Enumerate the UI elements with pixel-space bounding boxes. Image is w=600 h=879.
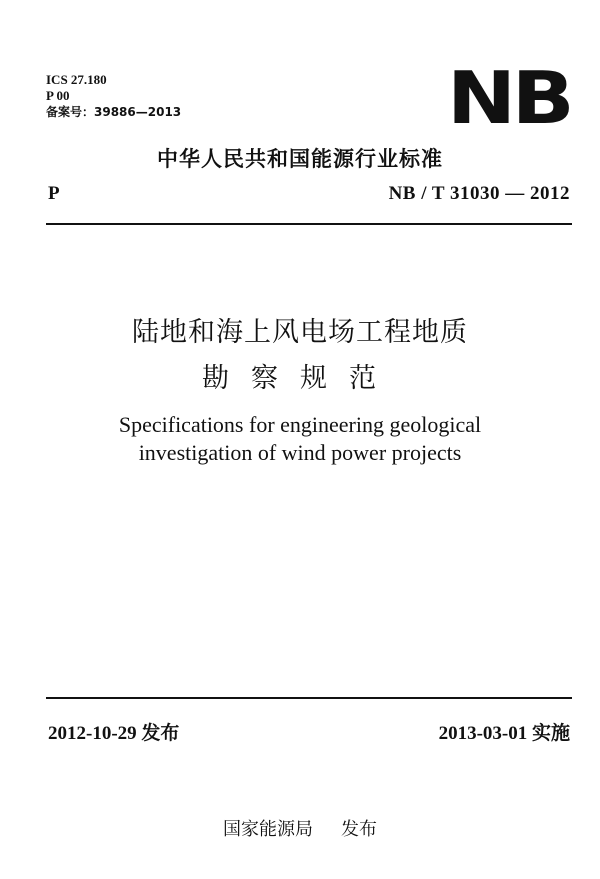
standard-category-title: 中华人民共和国能源行业标准: [157, 147, 443, 171]
issue-date: 2012-10-29 发布: [48, 723, 180, 744]
bottom-divider: [46, 697, 572, 699]
publisher-name: 国家能源局: [223, 819, 313, 840]
nb-logo: NB: [446, 56, 570, 140]
filing-number: 备案号：39886—2013: [46, 105, 182, 119]
implementation-date: 2013-03-01 实施: [438, 723, 570, 744]
ccs-code: P 00: [46, 88, 70, 103]
publisher-action: 发布: [341, 819, 377, 840]
top-divider: [46, 223, 572, 225]
standard-class-letter: P: [48, 183, 60, 204]
title-chinese-line-2: 勘察规范: [202, 363, 398, 394]
standard-number: NB / T 31030 — 2012: [388, 183, 570, 204]
ics-code: ICS 27.180: [46, 72, 107, 87]
title-english-line-1: Specifications for engineering geological: [118, 412, 482, 437]
title-chinese-line-1: 陆地和海上风电场工程地质: [132, 317, 468, 348]
title-english-line-2: investigation of wind power projects: [138, 440, 462, 465]
publisher-line: [0, 815, 600, 841]
